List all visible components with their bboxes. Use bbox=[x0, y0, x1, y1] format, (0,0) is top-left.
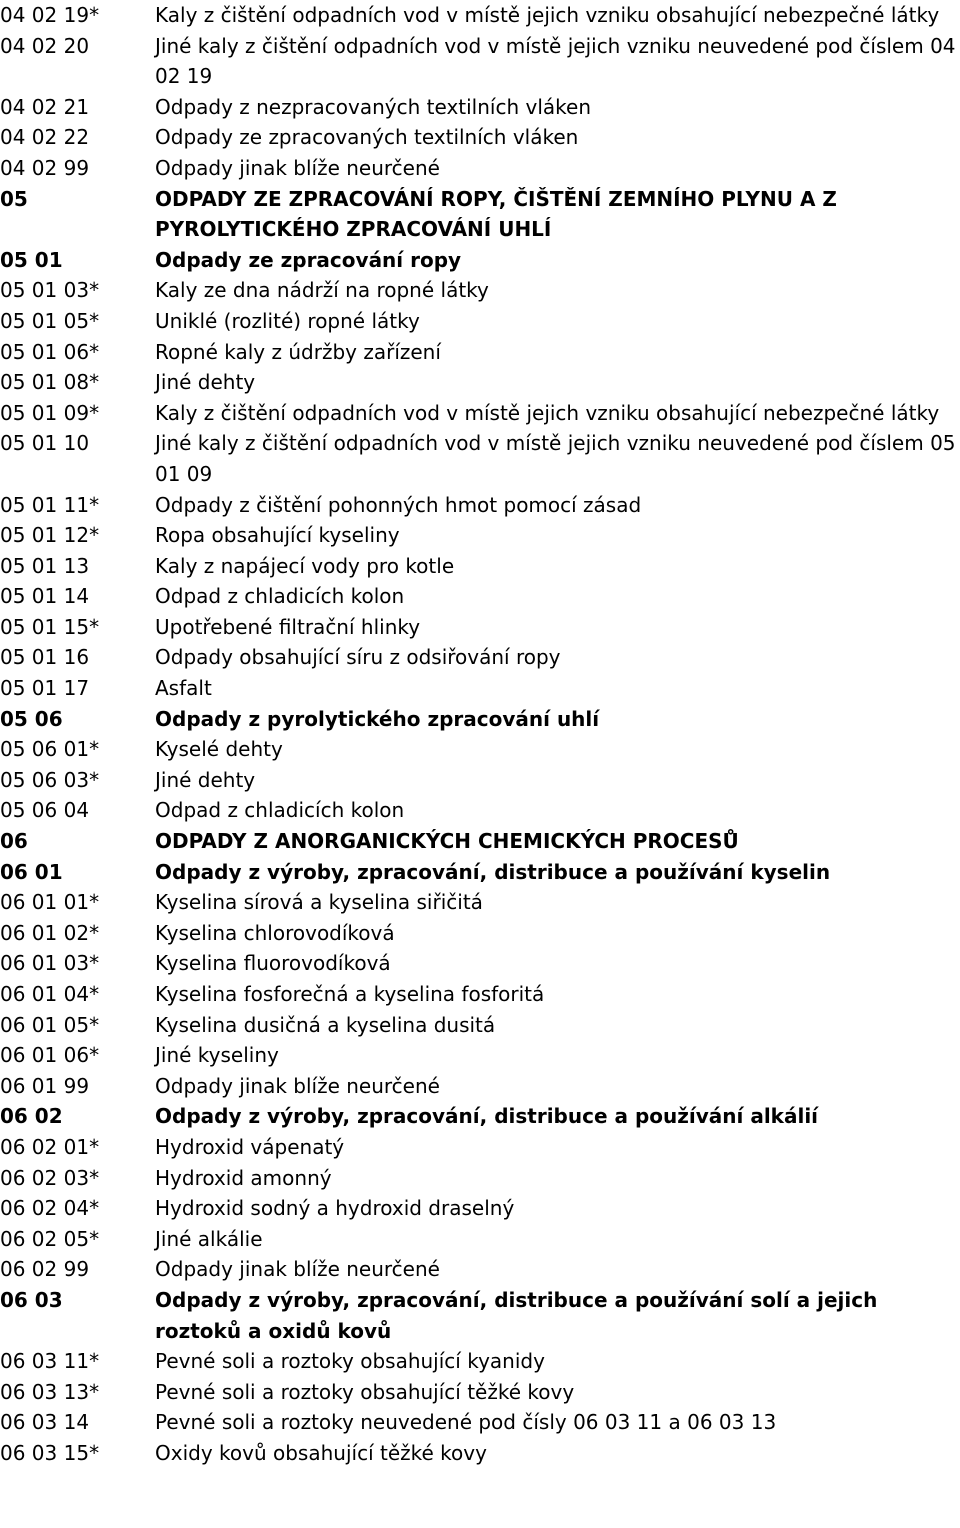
waste-description: Jiné kaly z čištění odpadních vod v místě jejich vzniku neuvedené pod číslem 04 02 19 bbox=[155, 33, 956, 89]
waste-description: Upotřebené filtrační hlinky bbox=[155, 614, 421, 639]
waste-code: 06 02 03* bbox=[0, 1165, 100, 1190]
waste-description: Kaly z napájecí vody pro kotle bbox=[155, 553, 455, 578]
waste-code: 06 01 99 bbox=[0, 1073, 90, 1098]
waste-code: 05 01 10 bbox=[0, 431, 90, 456]
waste-code: 06 02 99 bbox=[0, 1257, 90, 1282]
waste-description: Kaly ze dna nádrží na ropné látky bbox=[155, 278, 489, 303]
waste-description: Oxidy kovů obsahující těžké kovy bbox=[155, 1440, 487, 1465]
waste-code: 05 01 11* bbox=[0, 492, 100, 517]
waste-code: 05 01 12* bbox=[0, 523, 100, 548]
waste-description: Odpady z výroby, zpracování, distribuce a používání kyselin bbox=[155, 859, 831, 884]
waste-item-row bbox=[0, 734, 960, 765]
waste-item-row bbox=[0, 1438, 960, 1469]
waste-code: 06 01 05* bbox=[0, 1012, 100, 1037]
waste-description: Jiné kyseliny bbox=[155, 1043, 279, 1068]
waste-item-row bbox=[0, 612, 960, 643]
waste-code: 06 03 13* bbox=[0, 1379, 100, 1404]
waste-code: 05 01 05* bbox=[0, 308, 100, 333]
waste-item-row bbox=[0, 1377, 960, 1408]
waste-item-row bbox=[0, 520, 960, 551]
category-heading-row bbox=[0, 184, 960, 245]
waste-description: Odpad z chladicích kolon bbox=[155, 584, 405, 609]
waste-code: 06 01 01* bbox=[0, 890, 100, 915]
waste-item-row bbox=[0, 1040, 960, 1071]
waste-code: 06 01 02* bbox=[0, 920, 100, 945]
waste-item-row bbox=[0, 765, 960, 796]
waste-code: 06 03 11* bbox=[0, 1349, 100, 1374]
waste-description: Kyselina dusičná a kyselina dusitá bbox=[155, 1012, 496, 1037]
waste-item-row bbox=[0, 1254, 960, 1285]
waste-description: Kyselé dehty bbox=[155, 737, 283, 762]
waste-description: ODPADY ZE ZPRACOVÁNÍ ROPY, ČIŠTĚNÍ ZEMNÍHO PLYNU A Z PYROLYTICKÉHO ZPRACOVÁNÍ UHLÍ bbox=[155, 186, 837, 242]
waste-description: Odpady jinak blíže neurčené bbox=[155, 155, 440, 180]
waste-description: Jiné kaly z čištění odpadních vod v místě jejich vzniku neuvedené pod číslem 05 01 09 bbox=[155, 431, 956, 486]
waste-item-row bbox=[0, 367, 960, 398]
waste-code: 04 02 19* bbox=[0, 3, 100, 27]
waste-item-row bbox=[0, 490, 960, 521]
waste-code: 05 01 08* bbox=[0, 370, 100, 395]
waste-description: Odpady z nezpracovaných textilních vláken bbox=[155, 94, 591, 119]
waste-description: Uniklé (rozlité) ropné látky bbox=[155, 308, 420, 333]
category-heading-row bbox=[0, 857, 960, 888]
waste-description: Odpady obsahující síru z odsiřování ropy bbox=[155, 645, 561, 670]
waste-description: Kaly z čištění odpadních vod v místě jejich vzniku obsahující nebezpečné látky bbox=[155, 400, 940, 425]
waste-item-row bbox=[0, 1071, 960, 1102]
waste-item-row bbox=[0, 1193, 960, 1224]
waste-item-row bbox=[0, 153, 960, 184]
waste-description: Pevné soli a roztoky obsahující těžké kovy bbox=[155, 1379, 575, 1404]
waste-description: Hydroxid vápenatý bbox=[155, 1134, 345, 1159]
waste-description: Odpady z výroby, zpracování, distribuce a používání alkálií bbox=[155, 1104, 819, 1129]
waste-item-row bbox=[0, 887, 960, 918]
waste-code: 05 01 09* bbox=[0, 400, 100, 425]
waste-description: Hydroxid amonný bbox=[155, 1165, 332, 1190]
category-heading-row bbox=[0, 704, 960, 735]
waste-item-row bbox=[0, 642, 960, 673]
waste-item-row bbox=[0, 31, 960, 92]
waste-code: 06 02 01* bbox=[0, 1134, 100, 1159]
waste-description: Odpady ze zpracování ropy bbox=[155, 247, 462, 272]
waste-description: Jiné dehty bbox=[155, 767, 256, 792]
category-heading-row bbox=[0, 245, 960, 276]
waste-description: Jiné dehty bbox=[155, 370, 256, 395]
waste-description: Asfalt bbox=[155, 676, 212, 701]
waste-code: 05 bbox=[0, 186, 28, 211]
waste-item-row bbox=[0, 1346, 960, 1377]
waste-item-row bbox=[0, 918, 960, 949]
waste-item-row bbox=[0, 948, 960, 979]
waste-description: Odpady z čištění pohonných hmot pomocí zásad bbox=[155, 492, 642, 517]
waste-code: 04 02 21 bbox=[0, 94, 90, 119]
category-heading-row bbox=[0, 826, 960, 857]
waste-item-row bbox=[0, 795, 960, 826]
waste-item-row bbox=[0, 1224, 960, 1255]
waste-code: 05 01 13 bbox=[0, 553, 90, 578]
waste-description: Odpady z pyrolytického zpracování uhlí bbox=[155, 706, 600, 731]
waste-item-row bbox=[0, 979, 960, 1010]
waste-code: 06 02 04* bbox=[0, 1196, 100, 1221]
waste-item-row bbox=[0, 275, 960, 306]
waste-description: Odpady ze zpracovaných textilních vláken bbox=[155, 125, 579, 150]
waste-code: 04 02 22 bbox=[0, 125, 90, 150]
waste-item-row bbox=[0, 673, 960, 704]
waste-item-row bbox=[0, 92, 960, 123]
waste-description: Hydroxid sodný a hydroxid draselný bbox=[155, 1196, 515, 1221]
waste-code: 06 01 06* bbox=[0, 1043, 100, 1068]
waste-item-row bbox=[0, 122, 960, 153]
waste-item-row bbox=[0, 1010, 960, 1041]
waste-item-row bbox=[0, 306, 960, 337]
waste-description: Kyselina sírová a kyselina siřičitá bbox=[155, 890, 483, 915]
waste-code: 06 01 03* bbox=[0, 951, 100, 976]
waste-description: Pevné soli a roztoky neuvedené pod čísly 06 03 11 a 06 03 13 bbox=[155, 1410, 777, 1435]
waste-item-row bbox=[0, 428, 960, 489]
waste-item-row bbox=[0, 398, 960, 429]
waste-description: Odpady jinak blíže neurčené bbox=[155, 1257, 440, 1282]
waste-code: 06 03 14 bbox=[0, 1410, 90, 1435]
waste-code: 06 02 05* bbox=[0, 1226, 100, 1251]
waste-code: 05 01 15* bbox=[0, 614, 100, 639]
waste-code: 04 02 20 bbox=[0, 33, 90, 58]
waste-description: Odpady z výroby, zpracování, distribuce a používání solí a jejich roztoků a oxidů kovů bbox=[155, 1287, 878, 1343]
category-heading-row bbox=[0, 1101, 960, 1132]
waste-item-row bbox=[0, 337, 960, 368]
waste-code: 06 02 bbox=[0, 1104, 63, 1129]
waste-code: 05 06 bbox=[0, 706, 63, 731]
category-heading-row bbox=[0, 1285, 960, 1346]
waste-code: 05 01 bbox=[0, 247, 63, 272]
waste-description: Odpad z chladicích kolon bbox=[155, 798, 405, 823]
waste-item-row bbox=[0, 551, 960, 582]
waste-item-row bbox=[0, 581, 960, 612]
waste-description: Ropa obsahující kyseliny bbox=[155, 523, 400, 548]
waste-description: Kyselina fluorovodíková bbox=[155, 951, 391, 976]
waste-description: Odpady jinak blíže neurčené bbox=[155, 1073, 440, 1098]
waste-code: 05 06 04 bbox=[0, 798, 90, 823]
waste-description: Pevné soli a roztoky obsahující kyanidy bbox=[155, 1349, 545, 1374]
waste-description: Ropné kaly z údržby zařízení bbox=[155, 339, 441, 364]
waste-code: 06 01 04* bbox=[0, 982, 100, 1006]
waste-code: 06 03 15* bbox=[0, 1440, 100, 1465]
waste-description: Kyselina fosforečná a kyselina fosforitá bbox=[155, 982, 545, 1006]
waste-item-row bbox=[0, 0, 960, 31]
waste-code: 05 01 03* bbox=[0, 278, 100, 303]
waste-item-row bbox=[0, 1407, 960, 1438]
waste-code: 05 06 01* bbox=[0, 737, 100, 762]
waste-description: ODPADY Z ANORGANICKÝCH CHEMICKÝCH PROCESŮ bbox=[155, 829, 739, 854]
waste-code: 05 01 06* bbox=[0, 339, 100, 364]
waste-code: 06 bbox=[0, 829, 28, 854]
waste-code: 05 01 17 bbox=[0, 676, 90, 701]
waste-item-row bbox=[0, 1132, 960, 1163]
waste-code: 06 03 bbox=[0, 1287, 63, 1312]
waste-item-row bbox=[0, 1163, 960, 1194]
waste-code: 05 01 16 bbox=[0, 645, 90, 670]
waste-code: 05 01 14 bbox=[0, 584, 90, 609]
waste-description: Jiné alkálie bbox=[155, 1226, 263, 1251]
waste-description: Kyselina chlorovodíková bbox=[155, 920, 395, 945]
waste-code: 06 01 bbox=[0, 859, 63, 884]
waste-code: 04 02 99 bbox=[0, 155, 90, 180]
waste-code: 05 06 03* bbox=[0, 767, 100, 792]
waste-description: Kaly z čištění odpadních vod v místě jejich vzniku obsahující nebezpečné látky bbox=[155, 3, 940, 27]
